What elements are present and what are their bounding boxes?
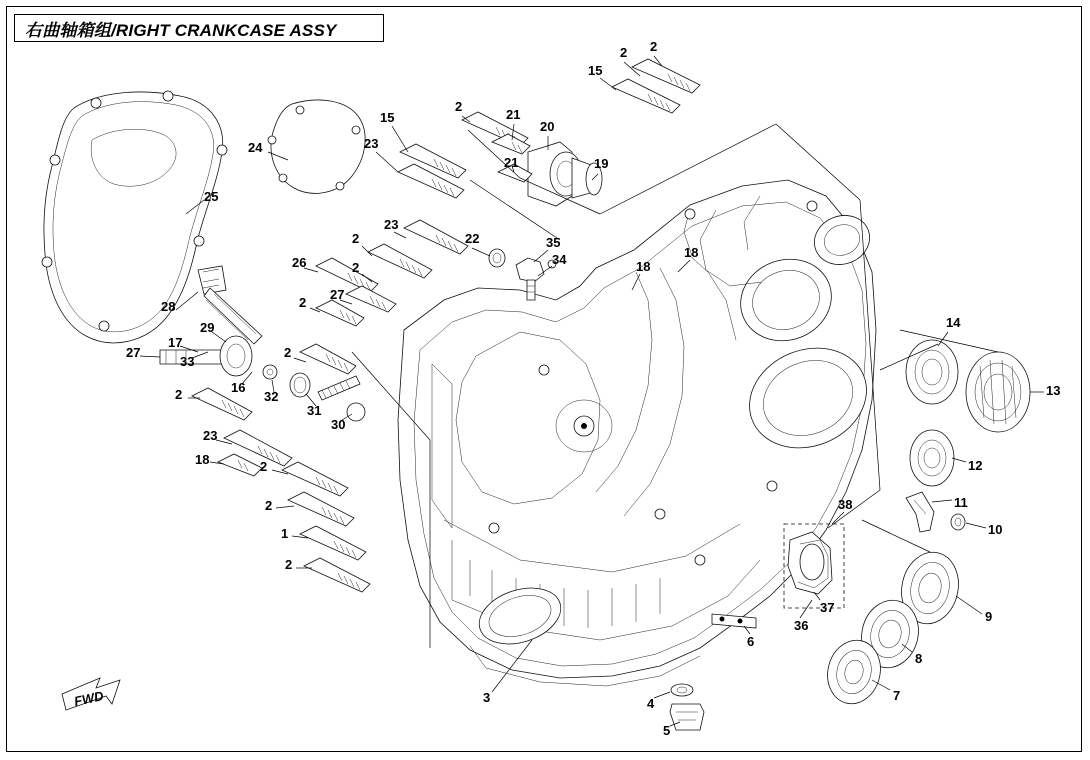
callout-number: 2	[299, 295, 307, 310]
callout-number: 18	[636, 259, 651, 274]
callout-number: 3	[483, 690, 491, 705]
callout-number: 22	[465, 231, 480, 246]
callout-number: 27	[126, 345, 141, 360]
callout-number: 9	[985, 609, 993, 624]
callout-number: 18	[684, 245, 699, 260]
callout-number: 6	[747, 634, 755, 649]
callout-number: 37	[820, 600, 835, 615]
callout-number: 26	[292, 255, 307, 270]
callout-number: 2	[352, 260, 360, 275]
callout-number: 13	[1046, 383, 1061, 398]
part-14-seal	[906, 340, 958, 404]
callout-number: 16	[231, 380, 246, 395]
part-20-flange	[528, 142, 602, 206]
fwd-label: FWD	[72, 688, 105, 709]
callout-number: 27	[330, 287, 345, 302]
callout-number: 23	[203, 428, 218, 443]
callout-number: 8	[915, 651, 923, 666]
callout-number: 11	[954, 495, 968, 510]
callout-number: 2	[650, 39, 658, 54]
callout-number: 21	[506, 107, 521, 122]
callout-number: 30	[331, 417, 346, 432]
callout-number: 7	[893, 688, 901, 703]
callout-number: 2	[455, 99, 463, 114]
callout-number: 2	[260, 459, 268, 474]
callout-number: 15	[380, 110, 395, 125]
callout-number: 25	[204, 189, 219, 204]
callout-number: 34	[552, 252, 567, 267]
page-title: 右曲轴箱组/RIGHT CRANKCASE ASSY	[25, 20, 337, 40]
callout-number: 35	[546, 235, 561, 250]
part-3-right-crankcase	[398, 180, 882, 686]
callout-number: 12	[968, 458, 983, 473]
part-4-5-drain-plug	[670, 684, 704, 730]
callout-number: 2	[265, 498, 273, 513]
callout-number: 29	[200, 320, 215, 335]
callout-number: 2	[284, 345, 292, 360]
part-24-cover-plate	[268, 100, 365, 193]
callout-number: 5	[663, 723, 671, 738]
part-12-seal	[910, 430, 954, 486]
part-22-oring	[489, 249, 505, 267]
callout-number: 23	[364, 136, 379, 151]
callout-number: 36	[794, 618, 809, 633]
callout-number: 21	[504, 155, 519, 170]
part-25-gasket	[42, 91, 227, 343]
callout-number: 33	[180, 354, 195, 369]
callout-number: 2	[285, 557, 293, 572]
callout-number: 15	[588, 63, 603, 78]
callout-number: 38	[838, 497, 853, 512]
callout-number: 2	[175, 387, 183, 402]
callout-number: 10	[988, 522, 1003, 537]
callout-number: 1	[281, 526, 289, 541]
callout-number: 14	[946, 315, 961, 330]
callout-number: 24	[248, 140, 263, 155]
part-11-oil-jet	[906, 492, 934, 532]
part-10-plug	[951, 514, 965, 530]
callout-number: 2	[620, 45, 628, 60]
callout-number: 32	[264, 389, 279, 404]
callout-number: 20	[540, 119, 555, 134]
callout-number: 18	[195, 452, 210, 467]
part-13-bearing	[966, 352, 1030, 432]
callout-number: 17	[168, 335, 183, 350]
callout-number: 19	[594, 156, 609, 171]
callout-number: 4	[647, 696, 655, 711]
callout-number: 2	[352, 231, 360, 246]
callout-number: 23	[384, 217, 399, 232]
callout-number: 31	[307, 403, 322, 418]
callout-number: 28	[161, 299, 176, 314]
